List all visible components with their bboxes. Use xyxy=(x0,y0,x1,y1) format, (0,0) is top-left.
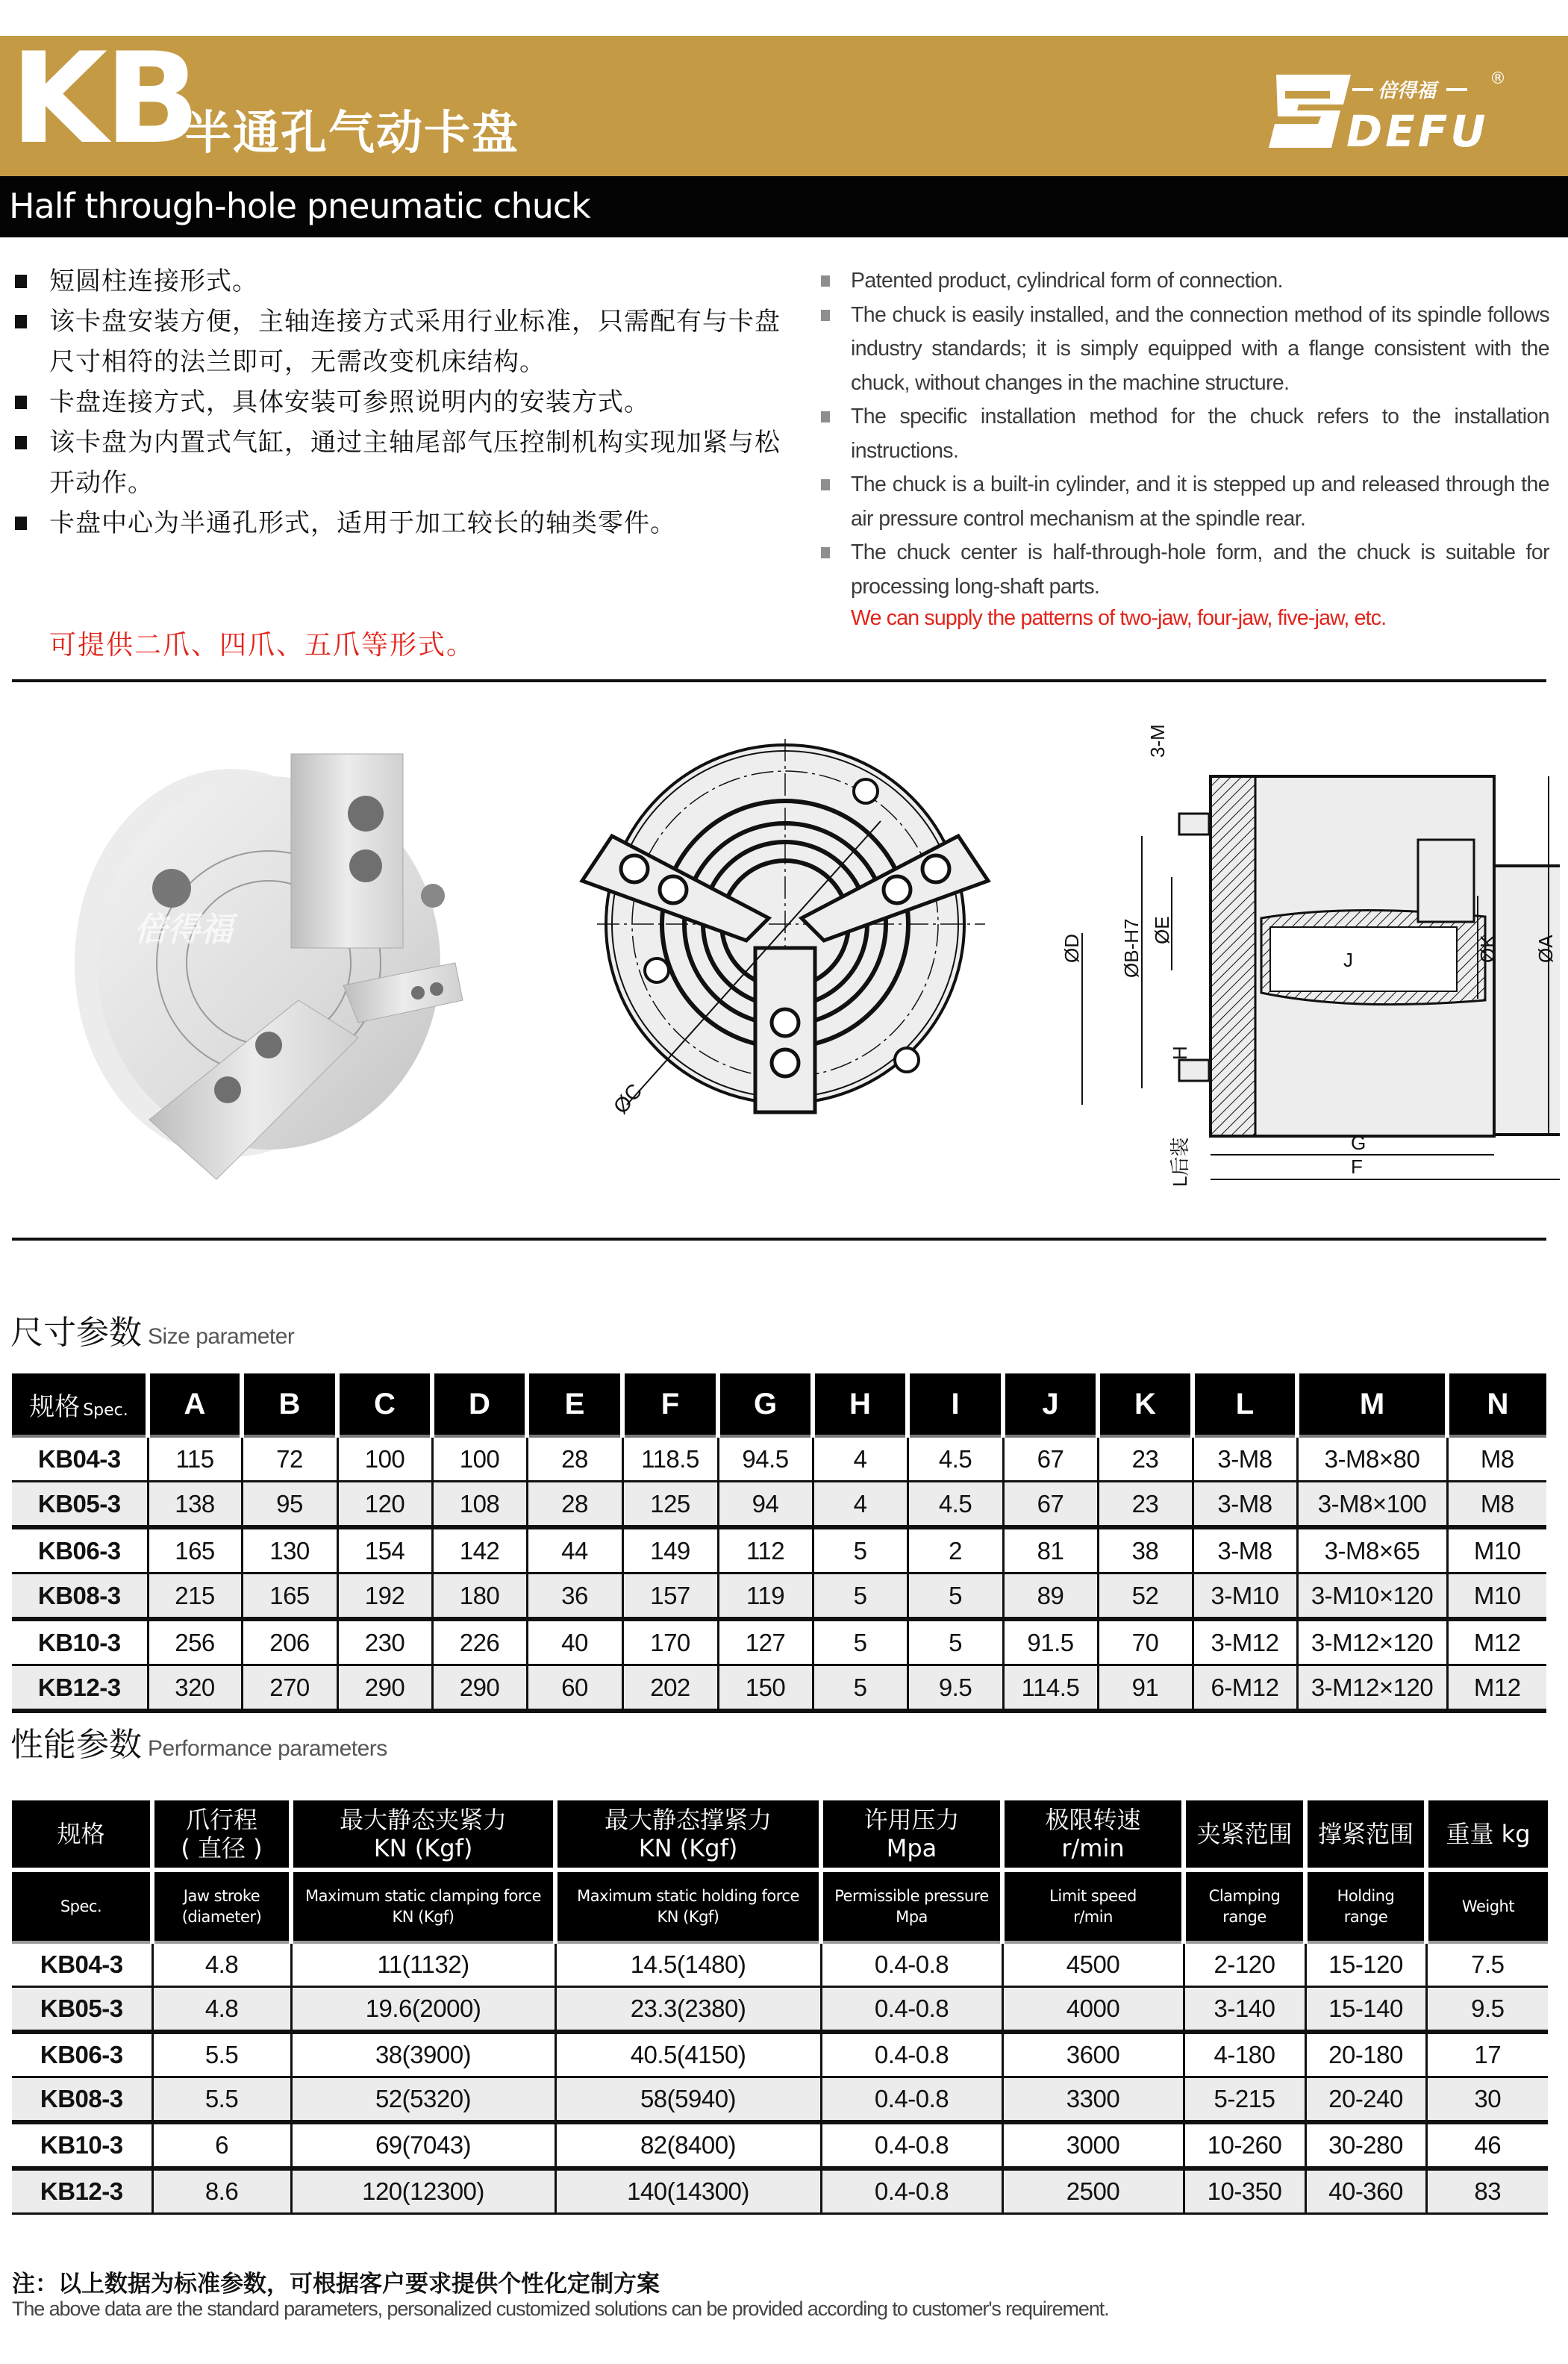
value-cell: 81 xyxy=(1003,1527,1098,1574)
value-cell: 3300 xyxy=(1002,2077,1184,2123)
feature-en-item xyxy=(818,536,1549,604)
value-cell: 206 xyxy=(242,1619,337,1665)
size-title-en: Size parameter xyxy=(148,1324,295,1349)
features-cn-list xyxy=(10,261,787,543)
dim-oe: ØE xyxy=(1151,916,1173,944)
col-header-h: H xyxy=(813,1373,908,1436)
value-cell: 165 xyxy=(242,1574,337,1620)
value-cell: 3-M8×65 xyxy=(1297,1527,1447,1574)
value-cell: 120(12300) xyxy=(291,2168,555,2214)
header-line: Limit speed xyxy=(1049,1887,1137,1905)
value-cell: 215 xyxy=(148,1574,242,1620)
spec-cell: KB08-3 xyxy=(12,1574,148,1620)
value-cell: 67 xyxy=(1003,1436,1098,1482)
value-cell: 4500 xyxy=(1002,1942,1184,1987)
bdefu-logo-icon xyxy=(1269,60,1522,157)
header-line: Mpa xyxy=(896,1908,928,1926)
col-header-m: M xyxy=(1297,1373,1447,1436)
header-line: KN (Kgf) xyxy=(638,1834,738,1862)
perf-title-en: Performance parameters xyxy=(148,1736,387,1761)
col-header-i: I xyxy=(908,1373,1003,1436)
header-line: r/min xyxy=(1061,1834,1125,1862)
col-header-j: J xyxy=(1003,1373,1098,1436)
feature-en-item xyxy=(818,400,1549,468)
col-header-b: B xyxy=(242,1373,337,1436)
value-cell: 3-M8×80 xyxy=(1297,1436,1447,1482)
header-line: Mpa xyxy=(886,1834,937,1862)
value-cell: 2 xyxy=(908,1527,1003,1574)
bullet-square-icon xyxy=(15,436,27,449)
value-cell: 3000 xyxy=(1002,2122,1184,2168)
value-cell: M10 xyxy=(1447,1527,1546,1574)
value-cell: 142 xyxy=(432,1527,527,1574)
value-cell: 4-180 xyxy=(1184,2032,1305,2077)
perf-col-header xyxy=(1002,1800,1184,1870)
value-cell: 3-140 xyxy=(1184,1987,1305,2033)
value-cell: 0.4-0.8 xyxy=(821,1987,1002,2033)
perf-title-cn: 性能参数 xyxy=(10,1726,142,1764)
header-line: ( 直径 ) xyxy=(181,1834,263,1862)
value-cell: 192 xyxy=(337,1574,432,1620)
bullet-square-icon xyxy=(15,517,27,530)
spec-header-en: Spec. xyxy=(83,1400,128,1420)
value-cell: 0.4-0.8 xyxy=(821,2168,1002,2214)
bullet-square-icon xyxy=(15,275,27,288)
value-cell: 6-M12 xyxy=(1193,1665,1297,1712)
size-table-header xyxy=(12,1373,1546,1436)
value-cell: 9.5 xyxy=(1426,1987,1548,2033)
col-header-f: F xyxy=(622,1373,718,1436)
header-line: Spec. xyxy=(60,1897,102,1915)
dim-l: L后装 xyxy=(1169,1137,1191,1187)
header-line: Maximum static holding force xyxy=(577,1887,799,1905)
value-cell: 40.5(4150) xyxy=(555,2032,821,2077)
value-cell: 2500 xyxy=(1002,2168,1184,2214)
perf-col-header xyxy=(1184,1800,1305,1870)
header-line: 最大静态夹紧力 xyxy=(339,1806,507,1834)
perf-col-header xyxy=(291,1800,555,1870)
value-cell: 5 xyxy=(813,1665,908,1712)
feature-cn-text: 卡盘中心为半通孔形式，适用于加工较长的轴类零件。 xyxy=(49,508,676,538)
header-line: Permissible pressure xyxy=(834,1887,989,1905)
value-cell: 114.5 xyxy=(1003,1665,1098,1712)
value-cell: 91 xyxy=(1098,1665,1193,1712)
value-cell: 91.5 xyxy=(1003,1619,1098,1665)
value-cell: 40-360 xyxy=(1305,2168,1426,2214)
jaw-options-note-en: We can supply the patterns of two-jaw, four-jaw, five-jaw, etc. xyxy=(851,606,1387,630)
value-cell: 100 xyxy=(432,1436,527,1482)
value-cell: 5 xyxy=(813,1527,908,1574)
value-cell: 108 xyxy=(432,1482,527,1528)
value-cell: 6 xyxy=(152,2122,291,2168)
spec-cell: KB12-3 xyxy=(12,2168,152,2214)
value-cell: 36 xyxy=(527,1574,622,1620)
footer-note-cn: 注：以上数据为标准参数，可根据客户要求提供个性化定制方案 xyxy=(12,2271,660,2298)
value-cell: 140(14300) xyxy=(555,2168,821,2214)
value-cell: 20-180 xyxy=(1305,2032,1426,2077)
col-header-g: G xyxy=(718,1373,813,1436)
value-cell: 3-M12×120 xyxy=(1297,1665,1447,1712)
value-cell: 0.4-0.8 xyxy=(821,2122,1002,2168)
feature-en-text: The specific installation method for the chuck refers to the installation instructions. xyxy=(851,405,1549,463)
value-cell: 157 xyxy=(622,1574,718,1620)
value-cell: 4.5 xyxy=(908,1482,1003,1528)
value-cell: 8.6 xyxy=(152,2168,291,2214)
value-cell: 154 xyxy=(337,1527,432,1574)
header-line: r/min xyxy=(1073,1908,1113,1926)
value-cell: 4000 xyxy=(1002,1987,1184,2033)
value-cell: 19.6(2000) xyxy=(291,1987,555,2033)
feature-en-text: Patented product, cylindrical form of connection. xyxy=(851,269,1283,293)
spec-cell: KB05-3 xyxy=(12,1987,152,2033)
value-cell: 230 xyxy=(337,1619,432,1665)
value-cell: 5.5 xyxy=(152,2077,291,2123)
value-cell: 4.8 xyxy=(152,1942,291,1987)
feature-en-item xyxy=(818,264,1549,299)
value-cell: 60 xyxy=(527,1665,622,1712)
col-header-a: A xyxy=(148,1373,242,1436)
value-cell: 3-M8 xyxy=(1193,1482,1297,1528)
value-cell: 17 xyxy=(1426,2032,1548,2077)
value-cell: 4 xyxy=(813,1436,908,1482)
value-cell: 30 xyxy=(1426,2077,1548,2123)
value-cell: 89 xyxy=(1003,1574,1098,1620)
dim-ob-h7: ØB-H7 xyxy=(1120,918,1143,978)
value-cell: 94.5 xyxy=(718,1436,813,1482)
value-cell: 150 xyxy=(718,1665,813,1712)
dim-oa: ØA xyxy=(1534,935,1557,963)
feature-cn-text: 短圆柱连接形式。 xyxy=(49,266,258,296)
perf-table-row xyxy=(12,2168,1548,2214)
logo-en-name: DEFU xyxy=(1346,106,1489,157)
feature-en-text: The chuck center is half-through-hole form, and the chuck is suitable for processing long-shaft parts. xyxy=(851,540,1549,599)
value-cell: 23 xyxy=(1098,1482,1193,1528)
spec-header-cn: 规格 xyxy=(29,1391,81,1422)
dim-label-oc: ØC xyxy=(608,1079,647,1118)
value-cell: 38 xyxy=(1098,1527,1193,1574)
col-header-c: C xyxy=(337,1373,432,1436)
size-parameter-title xyxy=(10,1311,294,1359)
bullet-square-icon xyxy=(15,396,27,409)
value-cell: 3-M8 xyxy=(1193,1527,1297,1574)
value-cell: 9.5 xyxy=(908,1665,1003,1712)
dim-j: J xyxy=(1343,949,1353,971)
spec-cell: KB12-3 xyxy=(12,1665,148,1712)
value-cell: 2-120 xyxy=(1184,1942,1305,1987)
size-table-row xyxy=(12,1665,1546,1712)
value-cell: 15-140 xyxy=(1305,1987,1426,2033)
size-table-row xyxy=(12,1482,1546,1528)
perf-col-header xyxy=(12,1870,152,1942)
value-cell: 290 xyxy=(337,1665,432,1712)
value-cell: 52 xyxy=(1098,1574,1193,1620)
value-cell: 119 xyxy=(718,1574,813,1620)
value-cell: 10-260 xyxy=(1184,2122,1305,2168)
spec-cell: KB04-3 xyxy=(12,1436,148,1482)
header-line: KN (Kgf) xyxy=(373,1834,473,1862)
col-header-spec xyxy=(12,1373,148,1436)
header-line: KN (Kgf) xyxy=(392,1908,455,1926)
perf-col-header xyxy=(1305,1800,1426,1870)
value-cell: 3-M12 xyxy=(1193,1619,1297,1665)
value-cell: 20-240 xyxy=(1305,2077,1426,2123)
value-cell: 3600 xyxy=(1002,2032,1184,2077)
value-cell: M8 xyxy=(1447,1482,1546,1528)
size-table-row xyxy=(12,1619,1546,1665)
feature-cn-item xyxy=(10,302,787,382)
value-cell: 38(3900) xyxy=(291,2032,555,2077)
col-header-d: D xyxy=(432,1373,527,1436)
value-cell: 5 xyxy=(813,1619,908,1665)
value-cell: 256 xyxy=(148,1619,242,1665)
spec-cell: KB10-3 xyxy=(12,2122,152,2168)
value-cell: 83 xyxy=(1426,2168,1548,2214)
title-cn: 半通孔气动卡盘 xyxy=(185,105,520,160)
footer-note-en: The above data are the standard parameters, personalized customized solutions can be provided according to customer's requirement. xyxy=(12,2298,1109,2320)
feature-cn-item xyxy=(10,382,787,422)
col-header-n: N xyxy=(1447,1373,1546,1436)
size-title-cn: 尺寸参数 xyxy=(10,1314,142,1352)
dim-3m: 3-M xyxy=(1146,724,1169,758)
perf-table-row xyxy=(12,2122,1548,2168)
perf-col-header xyxy=(152,1870,291,1942)
logo-registered: ® xyxy=(1490,69,1506,88)
title-en: Half through-hole pneumatic chuck xyxy=(9,186,590,226)
bullet-square-icon xyxy=(821,547,830,558)
value-cell: 180 xyxy=(432,1574,527,1620)
value-cell: M8 xyxy=(1447,1436,1546,1482)
value-cell: 100 xyxy=(337,1436,432,1482)
value-cell: 3-M10×120 xyxy=(1297,1574,1447,1620)
perf-col-header xyxy=(1305,1870,1426,1942)
feature-cn-text: 该卡盘为内置式气缸，通过主轴尾部气压控制机构实现加紧与松开动作。 xyxy=(49,428,781,498)
value-cell: 4.5 xyxy=(908,1436,1003,1482)
value-cell: 28 xyxy=(527,1482,622,1528)
value-cell: 15-120 xyxy=(1305,1942,1426,1987)
value-cell: 202 xyxy=(622,1665,718,1712)
perf-col-header xyxy=(555,1870,821,1942)
divider-bottom xyxy=(12,1238,1546,1241)
spec-cell: KB04-3 xyxy=(12,1942,152,1987)
value-cell: 127 xyxy=(718,1619,813,1665)
chuck-photo-image xyxy=(45,717,493,1202)
logo-cn-name: 倍得福 xyxy=(1378,80,1437,102)
value-cell: M12 xyxy=(1447,1619,1546,1665)
value-cell: M12 xyxy=(1447,1665,1546,1712)
series-code: KB xyxy=(10,25,198,172)
size-table-row xyxy=(12,1527,1546,1574)
value-cell: 120 xyxy=(337,1482,432,1528)
value-cell: 115 xyxy=(148,1436,242,1482)
perf-col-header xyxy=(821,1870,1002,1942)
value-cell: 118.5 xyxy=(622,1436,718,1482)
value-cell: 170 xyxy=(622,1619,718,1665)
header-line: 重量 kg xyxy=(1446,1820,1531,1848)
value-cell: 82(8400) xyxy=(555,2122,821,2168)
header-line: Maximum static clamping force xyxy=(304,1887,542,1905)
perf-header-row-en xyxy=(12,1870,1548,1942)
perf-col-header xyxy=(555,1800,821,1870)
value-cell: 5 xyxy=(813,1574,908,1620)
value-cell: 95 xyxy=(242,1482,337,1528)
perf-col-header xyxy=(821,1800,1002,1870)
performance-parameters-table xyxy=(12,1800,1548,2215)
divider-top xyxy=(12,679,1546,682)
photo-watermark: 倍得福 xyxy=(134,911,233,949)
value-cell: 46 xyxy=(1426,2122,1548,2168)
value-cell: 165 xyxy=(148,1527,242,1574)
spec-cell: KB06-3 xyxy=(12,2032,152,2077)
dim-g: G xyxy=(1351,1132,1366,1154)
value-cell: 52(5320) xyxy=(291,2077,555,2123)
dim-ok: ØK xyxy=(1476,935,1499,963)
bullet-square-icon xyxy=(821,479,830,490)
value-cell: 0.4-0.8 xyxy=(821,2032,1002,2077)
value-cell: 58(5940) xyxy=(555,2077,821,2123)
value-cell: 0.4-0.8 xyxy=(821,1942,1002,1987)
perf-col-header xyxy=(291,1870,555,1942)
header-line: 撑紧范围 xyxy=(1317,1820,1414,1848)
value-cell: 0.4-0.8 xyxy=(821,2077,1002,2123)
performance-parameters-title xyxy=(10,1723,387,1771)
perf-col-header xyxy=(1184,1870,1305,1942)
dim-h: H xyxy=(1169,1046,1191,1060)
value-cell: 72 xyxy=(242,1436,337,1482)
perf-table-row xyxy=(12,1987,1548,2033)
spec-cell: KB05-3 xyxy=(12,1482,148,1528)
bullet-square-icon xyxy=(821,411,830,422)
value-cell: 40 xyxy=(527,1619,622,1665)
spec-cell: KB06-3 xyxy=(12,1527,148,1574)
value-cell: 125 xyxy=(622,1482,718,1528)
feature-en-item xyxy=(818,299,1549,401)
perf-table-row xyxy=(12,2032,1548,2077)
jaw-options-note-cn: 可提供二爪、四爪、五爪等形式。 xyxy=(49,630,475,661)
bullet-square-icon xyxy=(821,275,830,287)
dim-f: F xyxy=(1351,1156,1363,1178)
value-cell: 30-280 xyxy=(1305,2122,1426,2168)
value-cell: 112 xyxy=(718,1527,813,1574)
value-cell: 5.5 xyxy=(152,2032,291,2077)
size-parameter-table xyxy=(12,1373,1546,1713)
feature-en-item xyxy=(818,468,1549,536)
size-table-row xyxy=(12,1436,1546,1482)
perf-col-header xyxy=(12,1800,152,1870)
bullet-square-icon xyxy=(821,310,830,321)
perf-table-row xyxy=(12,2077,1548,2123)
value-cell: 138 xyxy=(148,1482,242,1528)
header-line: Jaw stroke xyxy=(183,1887,260,1905)
value-cell: 5 xyxy=(908,1619,1003,1665)
perf-header-row-cn xyxy=(12,1800,1548,1870)
feature-cn-text: 卡盘连接方式，具体安装可参照说明内的安装方式。 xyxy=(49,387,650,417)
value-cell: 3-M8×100 xyxy=(1297,1482,1447,1528)
value-cell: 3-M12×120 xyxy=(1297,1619,1447,1665)
value-cell: 4 xyxy=(813,1482,908,1528)
header-line: range xyxy=(1343,1908,1388,1926)
perf-col-header xyxy=(1002,1870,1184,1942)
value-cell: 10-350 xyxy=(1184,2168,1305,2214)
col-header-e: E xyxy=(527,1373,622,1436)
value-cell: 67 xyxy=(1003,1482,1098,1528)
value-cell: 44 xyxy=(527,1527,622,1574)
value-cell: 28 xyxy=(527,1436,622,1482)
header-line: Clamping xyxy=(1208,1887,1281,1905)
header-line: Weight xyxy=(1461,1897,1515,1915)
header-line: 夹紧范围 xyxy=(1196,1820,1293,1848)
perf-table-row xyxy=(12,1942,1548,1987)
bullet-square-icon xyxy=(15,315,27,328)
feature-cn-item xyxy=(10,261,787,302)
col-header-k: K xyxy=(1098,1373,1193,1436)
feature-en-text: The chuck is a built-in cylinder, and it is stepped up and released through the air pressure control mechanism at the spindle rear. xyxy=(851,473,1549,531)
value-cell: 70 xyxy=(1098,1619,1193,1665)
value-cell: M10 xyxy=(1447,1574,1546,1620)
perf-col-header xyxy=(152,1800,291,1870)
value-cell: 5-215 xyxy=(1184,2077,1305,2123)
header-line: (diameter) xyxy=(181,1908,262,1926)
size-table-row xyxy=(12,1574,1546,1620)
perf-col-header xyxy=(1426,1870,1548,1942)
value-cell: 320 xyxy=(148,1665,242,1712)
section-view-drawing xyxy=(1037,717,1560,1194)
value-cell: 5 xyxy=(908,1574,1003,1620)
value-cell: 94 xyxy=(718,1482,813,1528)
feature-cn-item xyxy=(10,503,787,543)
spec-cell: KB10-3 xyxy=(12,1619,148,1665)
value-cell: 4.8 xyxy=(152,1987,291,2033)
header-line: 极限转速 xyxy=(1045,1806,1141,1834)
value-cell: 3-M8 xyxy=(1193,1436,1297,1482)
feature-en-text: The chuck is easily installed, and the connection method of its spindle follows industry standards; it is simply equipped with a flange consistent with the chuck, without changes in the machine structure. xyxy=(851,302,1549,395)
value-cell: 7.5 xyxy=(1426,1942,1548,1987)
value-cell: 14.5(1480) xyxy=(555,1942,821,1987)
feature-cn-item xyxy=(10,422,787,503)
spec-cell: KB08-3 xyxy=(12,2077,152,2123)
perf-col-header xyxy=(1426,1800,1548,1870)
header-line: KN (Kgf) xyxy=(657,1908,719,1926)
header-line: range xyxy=(1222,1908,1266,1926)
header-line: 许用压力 xyxy=(863,1806,960,1834)
header-line: Holding xyxy=(1337,1887,1395,1905)
header-line: 爪行程 xyxy=(185,1806,257,1834)
dim-od: ØD xyxy=(1061,934,1083,963)
value-cell: 130 xyxy=(242,1527,337,1574)
value-cell: 226 xyxy=(432,1619,527,1665)
value-cell: 69(7043) xyxy=(291,2122,555,2168)
value-cell: 290 xyxy=(432,1665,527,1712)
col-header-l: L xyxy=(1193,1373,1297,1436)
front-view-drawing xyxy=(567,717,1030,1194)
value-cell: 11(1132) xyxy=(291,1942,555,1987)
value-cell: 23.3(2380) xyxy=(555,1987,821,2033)
header-line: 规格 xyxy=(57,1820,105,1848)
value-cell: 149 xyxy=(622,1527,718,1574)
feature-cn-text: 该卡盘安装方便，主轴连接方式采用行业标准，只需配有与卡盘尺寸相符的法兰即可，无需改变机床结构。 xyxy=(49,307,781,377)
value-cell: 23 xyxy=(1098,1436,1193,1482)
value-cell: 3-M10 xyxy=(1193,1574,1297,1620)
value-cell: 270 xyxy=(242,1665,337,1712)
header-line: 最大静态撑紧力 xyxy=(604,1806,772,1834)
features-en-list xyxy=(818,264,1549,604)
